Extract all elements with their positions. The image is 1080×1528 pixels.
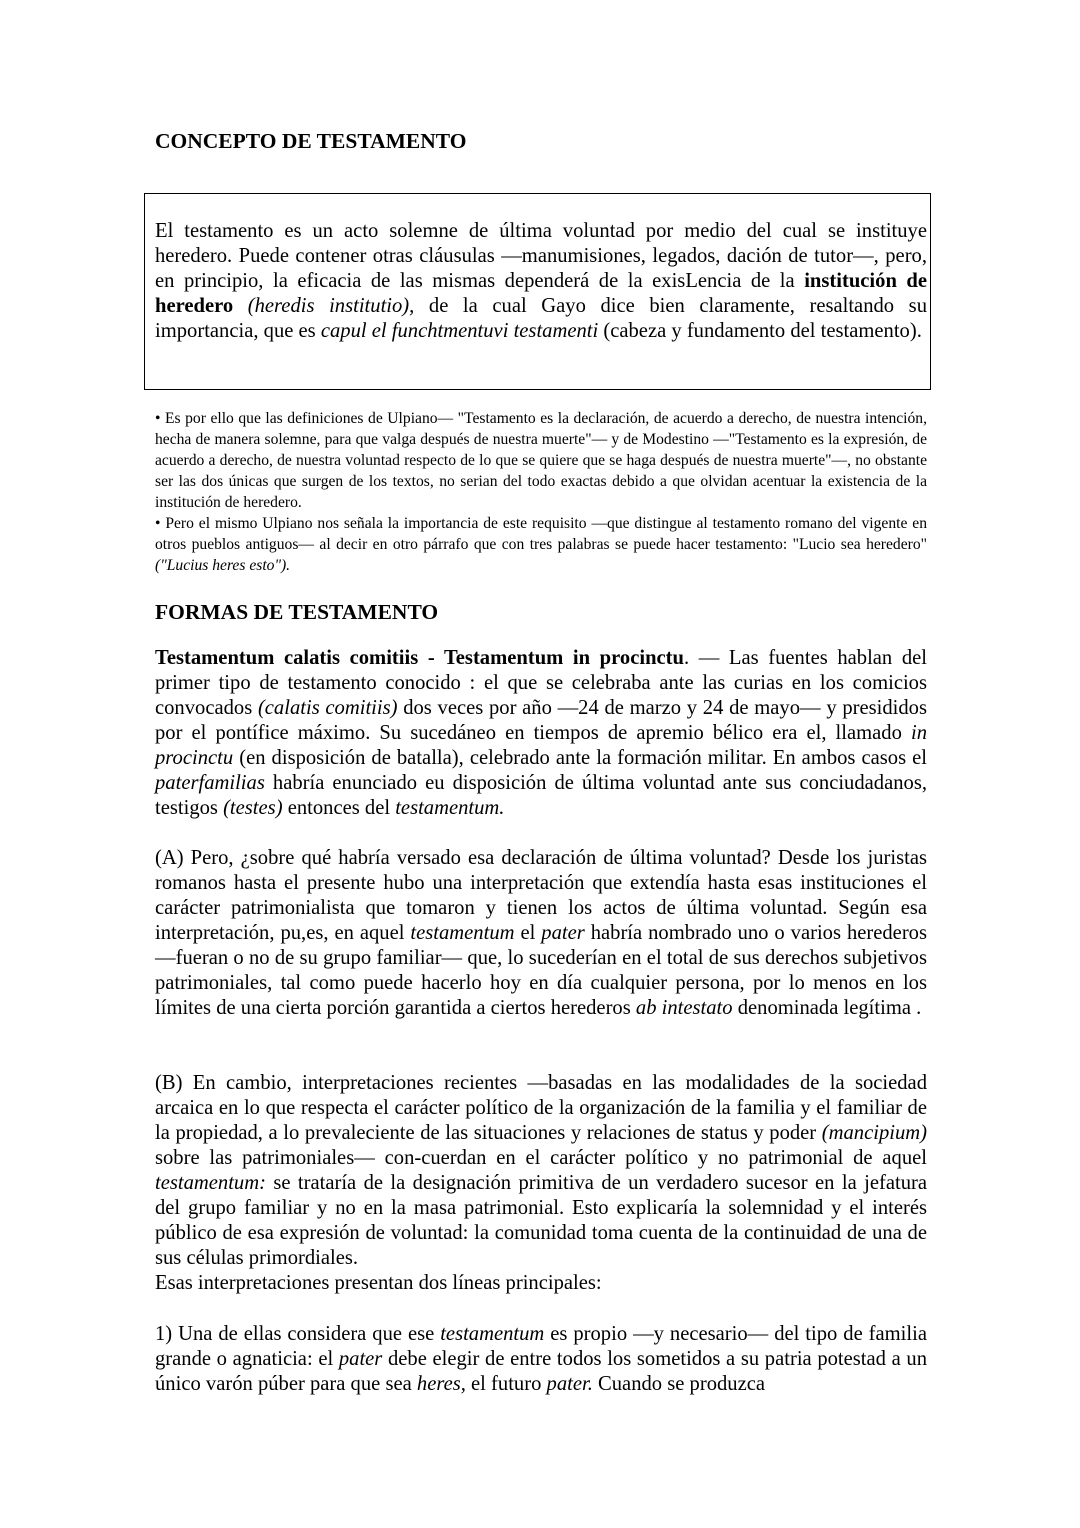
notes (155, 408, 927, 576)
bold-text: Testamentum calatis comitiis - Testamentum in procinctu (155, 647, 684, 669)
italic-text: paterfamilias (155, 772, 265, 794)
italic-text: (calatis comitiis) (257, 697, 398, 719)
italic-text: pater (338, 1348, 383, 1370)
text-run: (A) Pero, ¿sobre qué habría versado esa declaración de última voluntad? Desde los juristas romanos hasta el presente hubo una interpretación que extendía hasta esas instituciones el carácter patrimonialista que tomaron y tienen los actos de última voluntad. Según esa interpretación, pu,es, en aquel (155, 847, 927, 944)
text-run: denominada legítima . (732, 997, 922, 1019)
text-run: . — Las fuentes hablan del primer tipo de testamento conocido : el que se celebraba ante las curias en los comicios convocados (155, 647, 927, 719)
text-run: debe elegir de entre todos los sometidos a su patria potestad a un único varón púber para que sea (155, 1348, 928, 1395)
italic-text: testamentum (440, 1323, 545, 1345)
bold-text: institución de heredero (155, 270, 928, 317)
text-run: Esas interpretaciones presentan dos líneas principales: (155, 1272, 602, 1294)
text-run: entonces del (282, 797, 396, 819)
paragraph-a (155, 846, 927, 1021)
heading-formas: FORMAS DE TESTAMENTO (155, 600, 439, 624)
text-run: Cuando se produzca (592, 1373, 766, 1395)
paragraph-1 (155, 1322, 927, 1397)
text-run: es propio —y necesario— del tipo de familia grande o agnaticia: el (155, 1323, 927, 1370)
italic-text: capul el funchtmentuvi testamenti (320, 320, 599, 342)
italic-text: (heredis institutio), (233, 295, 415, 317)
text-run: dos veces por año —24 de marzo y 24 de mayo— y presididos por el pontífice máximo. Su sucedáneo en tiempos de apremio bélico era el, llamado (155, 697, 927, 744)
italic-text: ("Lucius heres esto"). (155, 557, 291, 574)
text-run: el (514, 922, 542, 944)
text-run: de la cual Gayo dice bien claramente, resaltando su importancia, que es (155, 295, 927, 342)
definition-box (144, 193, 931, 390)
text-run: 1) Una de ellas considera que ese (155, 1323, 441, 1345)
paragraph-calatis-comitiis (155, 646, 927, 821)
text-run: se trataría de la designación primitiva de un verdadero sucesor en la jefatura del grupo familiar y no en la masa patrimonial. Esto explicaría la solemnidad y el interés público de esa expresión de voluntad: la comunidad toma cuenta de la continuidad de una de sus células primordiales. (155, 1172, 927, 1269)
text-run: (cabeza y fundamento del testamento). (598, 320, 922, 342)
heading-concepto: CONCEPTO DE TESTAMENTO (155, 129, 467, 153)
italic-text: pater. (546, 1373, 593, 1395)
note-lucio-heredero (155, 513, 927, 576)
text-run: • Pero el mismo Ulpiano nos señala la importancia de este requisito —que distingue al testamento romano del vigente en otros pueblos antiguos— al decir en otro párrafo que con tres palabras se puede hacer testamento: "Lucio sea heredero" (155, 515, 927, 553)
note-ulpiano-modestino (155, 408, 927, 513)
italic-text: testamentum: (155, 1172, 266, 1194)
text-run: el futuro (465, 1373, 547, 1395)
definition-paragraph (155, 219, 927, 344)
italic-text: heres, (416, 1373, 466, 1395)
text-run: habría nombrado uno o varios herederos —fueran o no de su grupo familiar— que, lo sucederían en el total de sus derechos subjetivos patrimoniales, tal como puede hacerlo hoy en día cualquier persona, por lo menos en los límites de una cierta porción garantida a ciertos herederos (155, 922, 927, 1019)
italic-text: ab intestato (635, 997, 733, 1019)
text-run: (B) En cambio, interpretaciones recientes —basadas en las modalidades de la sociedad arcaica en lo que respecta el carácter político de la organización de la familia y el familiar de la propiedad, a lo prevaleciente de las situaciones y relaciones de status y poder (155, 1072, 927, 1144)
text-run: habría enunciado eu disposición de última voluntad ante sus conciudadanos, testigos (155, 772, 927, 819)
text-run: • Es por ello que las definiciones de Ulpiano— "Testamento es la declaración, de acuerdo a derecho, de nuestra intención, hecha de manera solemne, para que valga después de nuestra muerte"— y de Modestino —"Testamento es la expresión, de acuerdo a derecho, de nuestra voluntad respecto de lo que se quiere que se haga después de nuestra muerte"—, no obstante ser las dos únicas que surgen de los textos, no serian del todo exactas debido a que olvidan acentuar la existencia de la institución de heredero. (155, 410, 927, 511)
italic-text: (mancipium) (821, 1122, 927, 1144)
italic-text: testamentum. (395, 797, 505, 819)
paragraph-lineas (155, 1271, 927, 1296)
text-run: sobre las patrimoniales— con-cuerdan en el carácter político y no patrimonial de aquel (155, 1147, 927, 1169)
italic-text: (testes) (223, 797, 283, 819)
italic-text: in procinctu (155, 722, 927, 769)
italic-text: testamentum (410, 922, 515, 944)
text-run: (en disposición de batalla), celebrado ante la formación militar. En ambos casos el (233, 747, 927, 769)
paragraph-b (155, 1071, 927, 1271)
text-run: El testamento es un acto solemne de última voluntad por medio del cual se instituye heredero. Puede contener otras cláusulas —manumisiones, legados, dación de tutor—, pero, en principio, la eficacia de las mismas dependerá de la exisLencia de la (155, 220, 927, 292)
italic-text: pater (541, 922, 585, 944)
